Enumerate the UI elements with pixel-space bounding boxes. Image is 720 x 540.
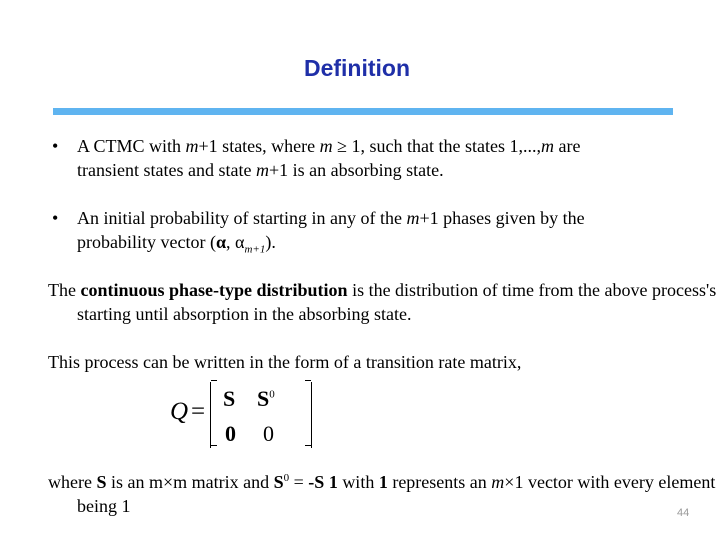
transition-rate-matrix: [170, 380, 310, 450]
matrix-intro-paragraph: This process can be written in the form of a transition rate matrix,: [48, 352, 522, 372]
matrix-cell-zero: 0: [263, 421, 274, 446]
bullet-initial-probability: [52, 206, 672, 254]
matrix-cell-s: S: [223, 386, 236, 411]
bullet-marker: •: [52, 208, 59, 228]
bullet-marker: •: [52, 136, 59, 156]
bullet-ctmc: [52, 134, 672, 182]
matrix-lhs: Q: [170, 398, 189, 425]
matrix-equals: =: [191, 398, 206, 425]
matrix-description-paragraph: where S is an m×m matrix and $S^0 = -S$ 1 with 1 represents an m×1 vector with every element being 1: [48, 472, 716, 516]
matrix-cell-zero-vector: 0: [225, 421, 236, 446]
definition-paragraph: The continuous phase-type distribution is the distribution of time from the above process's starting until absorption in the absorbing state.: [48, 280, 717, 324]
matrix-cell-s0: $S^0$: [257, 386, 275, 411]
bullet-text: A CTMC with m+1 states, where m ≥ 1, such that the states 1,...,m are transient states and state m+1 is an absorbing state.: [77, 136, 581, 180]
slide-title: Definition: [303, 55, 411, 81]
title-divider: [53, 108, 673, 115]
page-number: 44: [677, 507, 690, 519]
bullet-text: An initial probability of starting in any of the m+1 phases given by the probability vector (α, $\alpha_{m+1}$).: [77, 208, 585, 256]
